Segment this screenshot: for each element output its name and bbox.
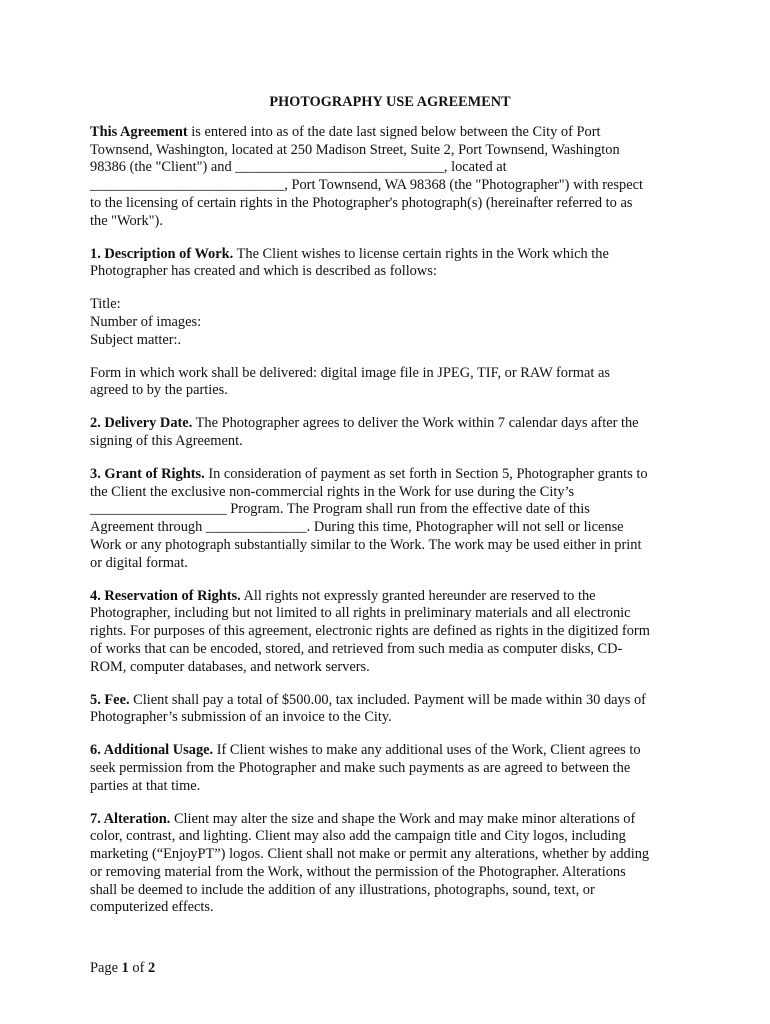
intro-lead: This Agreement [90, 123, 188, 140]
section-2-delivery-date [90, 415, 690, 451]
total-page-count: 2 [147, 960, 156, 976]
intro-text-1: is entered into as of the date last signed below between the City of Port [187, 123, 601, 140]
section-3-line-3: ___________________ Program. The Program shall run from the effective date of this [90, 501, 590, 518]
section-3-line-5: Work or any photograph substantially similar to the Work. The work may be used either in print [90, 536, 642, 553]
section-6-heading: 6. Additional Usage. [90, 742, 214, 759]
section-4-line-3: rights. For purposes of this agreement, electronic rights are defined as rights in the digitized form [90, 623, 650, 640]
section-7-alteration [90, 811, 690, 918]
form-line-1: Form in which work shall be delivered: digital image file in JPEG, TIF, or RAW format as [90, 364, 610, 381]
page-number-footer [90, 960, 155, 978]
section-1-line-2: Photographer has created and which is described as follows: [90, 263, 437, 280]
section-4-line-4: of works that can be encoded, stored, and retrieved from such media as computer disks, CD- [90, 640, 623, 657]
section-3-line-4: Agreement through ______________. During this time, Photographer will not sell or license [90, 519, 624, 536]
section-4-line-1 [90, 588, 690, 606]
section-2-line-2: signing of this Agreement. [90, 432, 243, 449]
section-6-text-1: If Client wishes to make any additional uses of the Work, Client agrees to [213, 742, 641, 759]
section-6-line-1 [90, 742, 690, 760]
section-7-heading: 7. Alteration. [90, 810, 171, 827]
section-6-additional-usage [90, 742, 690, 795]
intro-line-5: to the licensing of certain rights in the Photographer's photograph(s) (hereinafter referred to as [90, 194, 633, 211]
section-2-line-1 [90, 415, 690, 433]
intro-line-2: Townsend, Washington, located at 250 Madison Street, Suite 2, Port Townsend, Washington [90, 141, 620, 158]
intro-line-1 [90, 124, 690, 142]
intro-paragraph [90, 124, 690, 231]
field-title: Title: [90, 296, 121, 313]
section-7-line-6: computerized effects. [90, 899, 214, 916]
section-5-line-1 [90, 692, 690, 710]
document-page [90, 94, 690, 932]
section-7-line-1 [90, 811, 690, 829]
intro-line-3: 98386 (the "Client") and _____________________________, located at [90, 159, 507, 176]
section-3-grant-of-rights [90, 466, 690, 573]
section-5-fee [90, 692, 690, 728]
section-7-line-3: marketing (“EnjoyPT”) logos. Client shall not make or permit any alterations, whether by adding [90, 846, 650, 863]
section-3-text-1: In consideration of payment as set forth in Section 5, Photographer grants to [204, 465, 648, 482]
section-3-line-6: or digital format. [90, 554, 188, 571]
page-word: Page [90, 960, 122, 976]
section-4-line-5: ROM, computer databases, and network servers. [90, 658, 370, 675]
section-7-line-4: or removing material from the Work, without the permission of the Photographer. Alterations [90, 863, 626, 880]
intro-line-4: ___________________________, Port Townsend, WA 98368 (the "Photographer") with respect [90, 177, 644, 194]
section-4-reservation-of-rights [90, 588, 690, 677]
of-word: of [128, 960, 148, 976]
section-6-line-3: parties at that time. [90, 777, 201, 794]
intro-line-6: the "Work"). [90, 212, 163, 229]
section-3-heading: 3. Grant of Rights. [90, 465, 205, 482]
form-line-2: agreed to by the parties. [90, 382, 228, 399]
section-2-text-1: The Photographer agrees to deliver the Work within 7 calendar days after the [192, 415, 639, 432]
section-1-text-1: The Client wishes to license certain rights in the Work which the [233, 245, 609, 262]
section-6-line-2: seek permission from the Photographer and make such payments as are agreed to between the [90, 759, 631, 776]
work-fields [90, 296, 690, 349]
field-number-of-images: Number of images: [90, 313, 202, 330]
section-3-line-2: the Client the exclusive non-commercial rights in the Work for use during the City’s [90, 483, 575, 500]
delivery-form-paragraph [90, 365, 690, 401]
section-7-line-2: color, contrast, and lighting. Client may also add the campaign title and City logos, including [90, 828, 626, 845]
section-4-heading: 4. Reservation of Rights. [90, 587, 241, 604]
section-5-line-2: Photographer’s submission of an invoice to the City. [90, 709, 392, 726]
page-title: PHOTOGRAPHY USE AGREEMENT [269, 94, 511, 110]
section-2-heading: 2. Delivery Date. [90, 415, 193, 432]
section-4-line-2: Photographer, including but not limited to all rights in preliminary materials and all electronic [90, 605, 631, 622]
section-5-heading: 5. Fee. [90, 691, 130, 708]
current-page-number: 1 [121, 960, 129, 976]
field-subject-matter: Subject matter:. [90, 331, 182, 348]
section-1-heading: 1. Description of Work. [90, 245, 234, 262]
section-7-line-5: shall be deemed to include the addition of any illustrations, photographs, sound, text, or [90, 881, 595, 898]
section-7-text-1: Client may alter the size and shape the Work and may make minor alterations of [170, 810, 636, 827]
section-1-line-1 [90, 246, 690, 264]
section-1-description [90, 246, 690, 282]
section-3-line-1 [90, 466, 690, 484]
section-4-text-1: All rights not expressly granted hereunder are reserved to the [240, 587, 596, 604]
section-5-text-1: Client shall pay a total of $500.00, tax included. Payment will be made within 30 days of [129, 691, 646, 708]
